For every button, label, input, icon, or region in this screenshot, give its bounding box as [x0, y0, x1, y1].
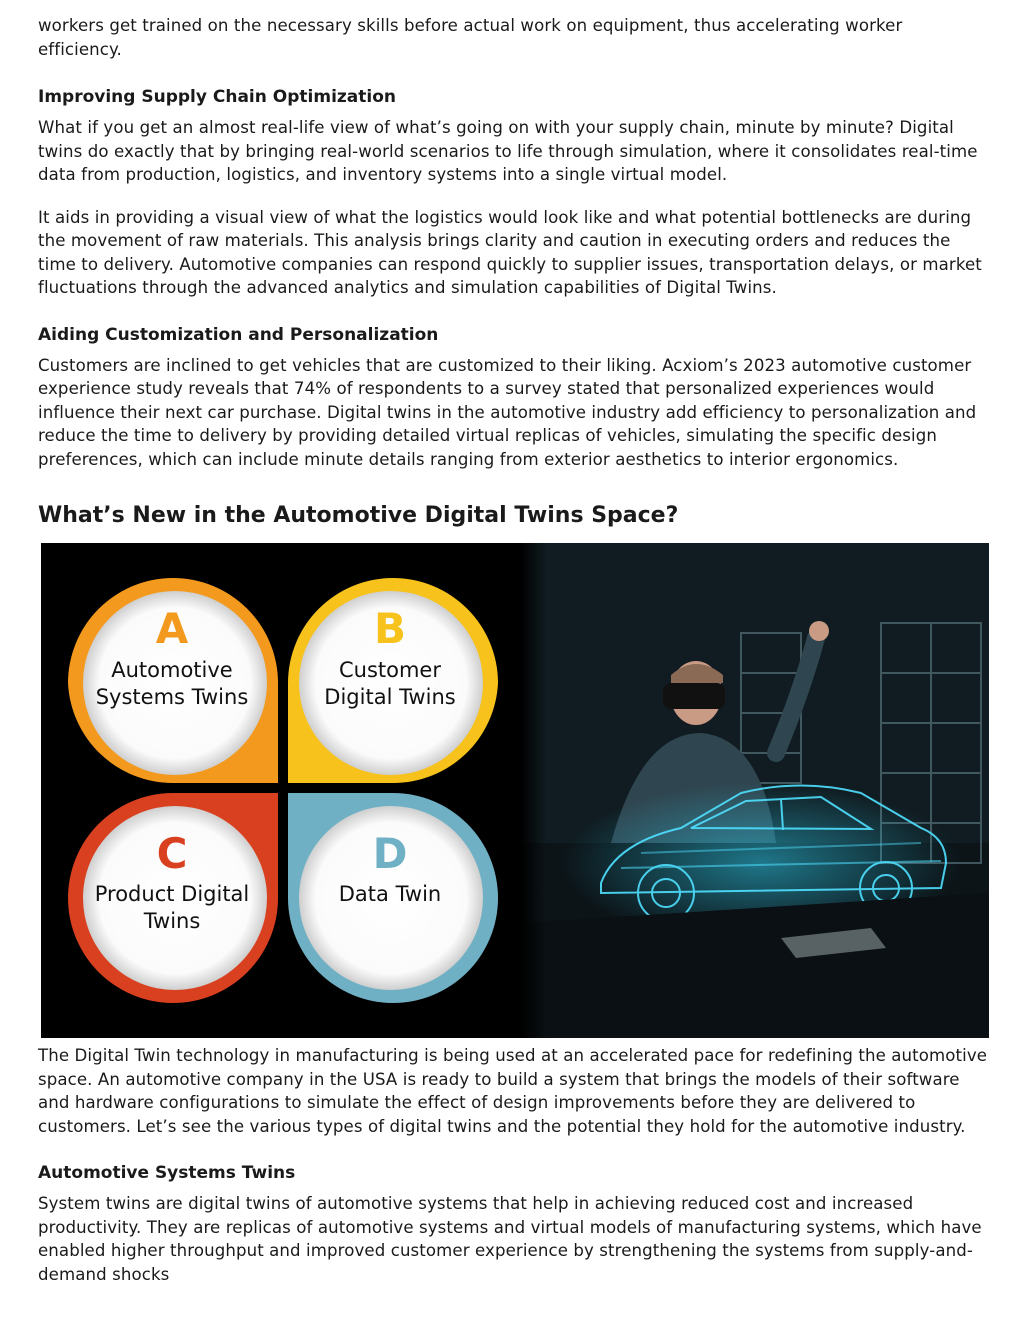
manufacturing-paragraph: The Digital Twin technology in manufacturing is being used at an accelerated pace for redefining the automotive space. An automotive company in the USA is ready to build a system that brings the models of their software and hardware configurations to simulate the effect of design improvements before they are delivered to customers. Let’s see the various types of digital twins and the potential they hold for the automotive industry.: [38, 1046, 988, 1136]
quadrant-b-letter: B: [373, 604, 407, 653]
digital-twins-illustration: [41, 543, 989, 1038]
supply-chain-paragraph-2: It aids in providing a visual view of what the logistics would look like and what potential bottlenecks are during the movement of raw materials. This analysis brings clarity and caution in executing orders and reduces the time to delivery. Automotive companies can respond quickly to supplier issues, transportation delays, or market fluctuations through the advanced analytics and simulation capabilities of Digital Twins.: [38, 207, 982, 297]
quadrant-a-line1: Automotive: [111, 658, 233, 682]
quadrant-a-letter: A: [155, 604, 189, 653]
systems-twins-heading: Automotive Systems Twins: [38, 1163, 296, 1183]
whats-new-heading: What’s New in the Automotive Digital Twins Space?: [38, 503, 679, 528]
quadrant-d-line1: Data Twin: [338, 882, 442, 906]
quadrant-c-line1: Product Digital: [94, 882, 250, 906]
quadrant-b-line2: Digital Twins: [324, 685, 456, 709]
quadrant-d-letter: D: [372, 829, 408, 878]
quadrant-b-line1: Customer: [338, 658, 442, 682]
intro-paragraph: workers get trained on the necessary skills before actual work on equipment, thus accelerating worker efficiency.: [38, 16, 903, 59]
digital-twins-figure: [41, 543, 989, 1038]
vr-car-photo: [521, 543, 989, 1038]
supply-chain-heading: Improving Supply Chain Optimization: [38, 87, 396, 107]
supply-chain-paragraph-1: What if you get an almost real-life view of what’s going on with your supply chain, minute by minute? Digital twins do exactly that by bringing real-world scenarios to life through simulation, where it consolidates real-time data from production, logistics, and inventory systems into a single virtual model.: [38, 118, 978, 184]
customization-heading: Aiding Customization and Personalization: [38, 324, 439, 345]
article-content: [38, 14, 988, 1286]
quadrant-c-line2: Twins: [143, 909, 201, 933]
digital-twins-quadrants: [68, 578, 498, 1003]
systems-twins-paragraph: System twins are digital twins of automotive systems that help in achieving reduced cost and increased productivity. They are replicas of automotive systems and virtual models of manufacturing systems, which have enabled higher throughput and improved customer experience by strengthening the systems from supply-and-demand shocks: [38, 1194, 982, 1284]
customization-paragraph: Customers are inclined to get vehicles that are customized to their liking. Acxiom’s 2023 automotive customer experience study reveals that 74% of respondents to a survey stated that personalized experiences would influence their next car purchase. Digital twins in the automotive industry add efficiency to personalization and reduce the time to delivery by providing detailed virtual replicas of vehicles, simulating the specific design preferences, which can include minute details ranging from exterior aesthetics to interior ergonomics.: [38, 355, 977, 469]
quadrant-a-line2: Systems Twins: [95, 685, 249, 709]
quadrant-c-letter: C: [156, 829, 188, 878]
